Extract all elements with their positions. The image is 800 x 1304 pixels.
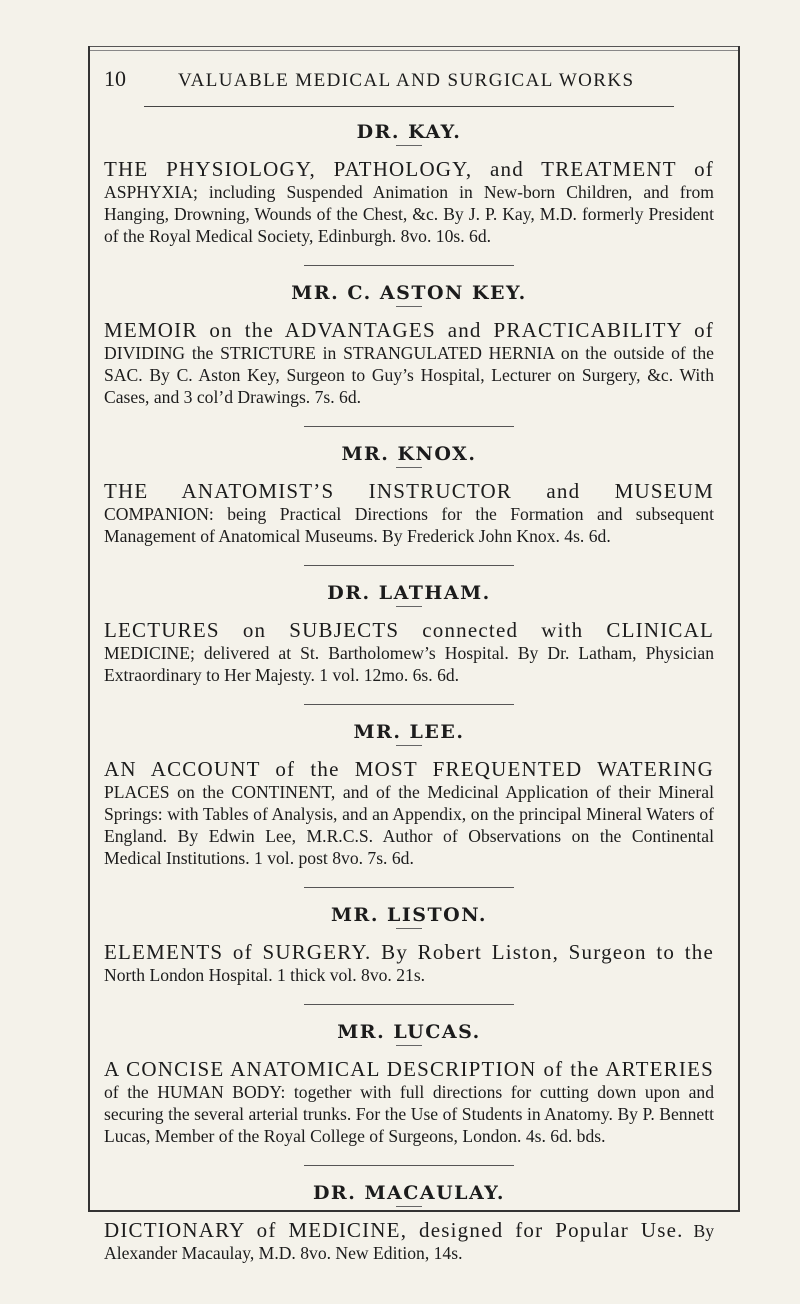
entry-author: MR. C. ASTON KEY. xyxy=(291,282,527,304)
catalogue-entry-lee xyxy=(104,721,714,869)
border-rule-right xyxy=(738,46,740,1212)
entry-description xyxy=(104,941,714,986)
short-dash xyxy=(396,606,422,607)
page-number: 10 xyxy=(104,66,126,91)
entry-body: COMPANION: being Practical Directions for the Formation and subsequent Management of Anatomical Museums. By Frederick John Knox. 4s. 6d. xyxy=(104,504,714,546)
entry-separator xyxy=(304,426,514,427)
catalogue-entry-key xyxy=(104,282,714,408)
entry-author: MR. LEE. xyxy=(353,721,465,743)
running-header xyxy=(104,66,714,102)
catalogue-page xyxy=(104,66,714,1264)
catalogue-entry-lucas xyxy=(104,1021,714,1147)
entry-author: MR. KNOX. xyxy=(341,443,477,465)
short-dash xyxy=(396,928,422,929)
catalogue-entry-liston xyxy=(104,904,714,986)
entry-author: DR. MACAULAY. xyxy=(312,1182,506,1204)
short-dash xyxy=(396,306,422,307)
catalogue-entry-latham xyxy=(104,582,714,686)
entry-lead: THE ANATOMIST’S INSTRUCTOR and MUSEUM xyxy=(104,479,714,503)
short-dash xyxy=(396,1206,422,1207)
catalogue-entry-macaulay xyxy=(104,1182,714,1264)
border-rule-left xyxy=(88,46,90,1212)
entry-lead: A CONCISE ANATOMICAL DESCRIPTION of the ARTERIES xyxy=(104,1057,714,1081)
entry-lead: AN ACCOUNT of the MOST FREQUENTED WATERING xyxy=(104,757,714,781)
entry-separator xyxy=(304,565,514,566)
entry-separator xyxy=(304,704,514,705)
entry-author: MR. LUCAS. xyxy=(337,1021,481,1043)
short-dash xyxy=(396,467,422,468)
entry-author: DR. LATHAM. xyxy=(327,582,491,604)
entry-body: of the HUMAN BODY: together with full directions for cutting down upon and securing the several arterial trunks. For the Use of Students in Anatomy. By P. Bennett Lucas, Member of the Royal College of Surgeons, London. 4s. 6d. bds. xyxy=(104,1082,714,1146)
border-rule-top xyxy=(88,46,740,47)
entry-separator xyxy=(304,1165,514,1166)
entry-lead: ELEMENTS of SURGERY. By Robert Liston, Surgeon to the xyxy=(104,940,714,964)
entry-lead: THE PHYSIOLOGY, PATHOLOGY, and TREATMENT of xyxy=(104,157,714,181)
catalogue-entry-knox xyxy=(104,443,714,547)
entry-lead: LECTURES on SUBJECTS connected with CLINICAL xyxy=(104,618,714,642)
header-rule xyxy=(144,106,674,107)
entry-description xyxy=(104,1219,714,1264)
entry-author: MR. LISTON. xyxy=(331,904,487,926)
entry-separator xyxy=(304,887,514,888)
entry-body: MEDICINE; delivered at St. Bartholomew’s Hospital. By Dr. Latham, Physician Extraordinary to Her Majesty. 1 vol. 12mo. 6s. 6d. xyxy=(104,643,714,685)
border-rule-top-inner xyxy=(88,50,740,51)
entry-description xyxy=(104,158,714,247)
entry-separator xyxy=(304,1004,514,1005)
entry-body: ASPHYXIA; including Suspended Animation in New-born Children, and from Hanging, Drowning, Wounds of the Chest, &c. By J. P. Kay, M.D. formerly President of the Royal Medical Society, Edinburgh. 8vo. 10s. 6d. xyxy=(104,182,714,246)
entry-body: North London Hospital. 1 thick vol. 8vo. 21s. xyxy=(104,965,426,985)
entry-description xyxy=(104,480,714,547)
entry-body: By Alexander Macaulay, M.D. 8vo. New Edition, 14s. xyxy=(104,1221,714,1263)
entry-author: DR. KAY. xyxy=(356,121,462,143)
entry-description xyxy=(104,1058,714,1147)
running-title: VALUABLE MEDICAL AND SURGICAL WORKS xyxy=(178,70,635,91)
entry-body: PLACES on the CONTINENT, and of the Medicinal Application of their Mineral Springs: with Tables of Analysis, and an Appendix, on the principal Mineral Waters of England. By Edwin Lee, M.R.C.S. Author of Observations on the Continental Medical Institutions. 1 vol. post 8vo. 7s. 6d. xyxy=(104,782,714,868)
entry-separator xyxy=(304,265,514,266)
short-dash xyxy=(396,745,422,746)
catalogue-entry-kay xyxy=(104,121,714,247)
entry-description xyxy=(104,619,714,686)
entry-lead: MEMOIR on the ADVANTAGES and PRACTICABILITY of xyxy=(104,318,714,342)
entry-description xyxy=(104,319,714,408)
short-dash xyxy=(396,145,422,146)
entry-description xyxy=(104,758,714,869)
entry-body: DIVIDING the STRICTURE in STRANGULATED HERNIA on the outside of the SAC. By C. Aston Key, Surgeon to Guy’s Hospital, Lecturer on Surgery, &c. With Cases, and 3 col’d Drawings. 7s. 6d. xyxy=(104,343,714,407)
short-dash xyxy=(396,1045,422,1046)
entry-lead: DICTIONARY of MEDICINE, designed for Popular Use. xyxy=(104,1218,684,1242)
